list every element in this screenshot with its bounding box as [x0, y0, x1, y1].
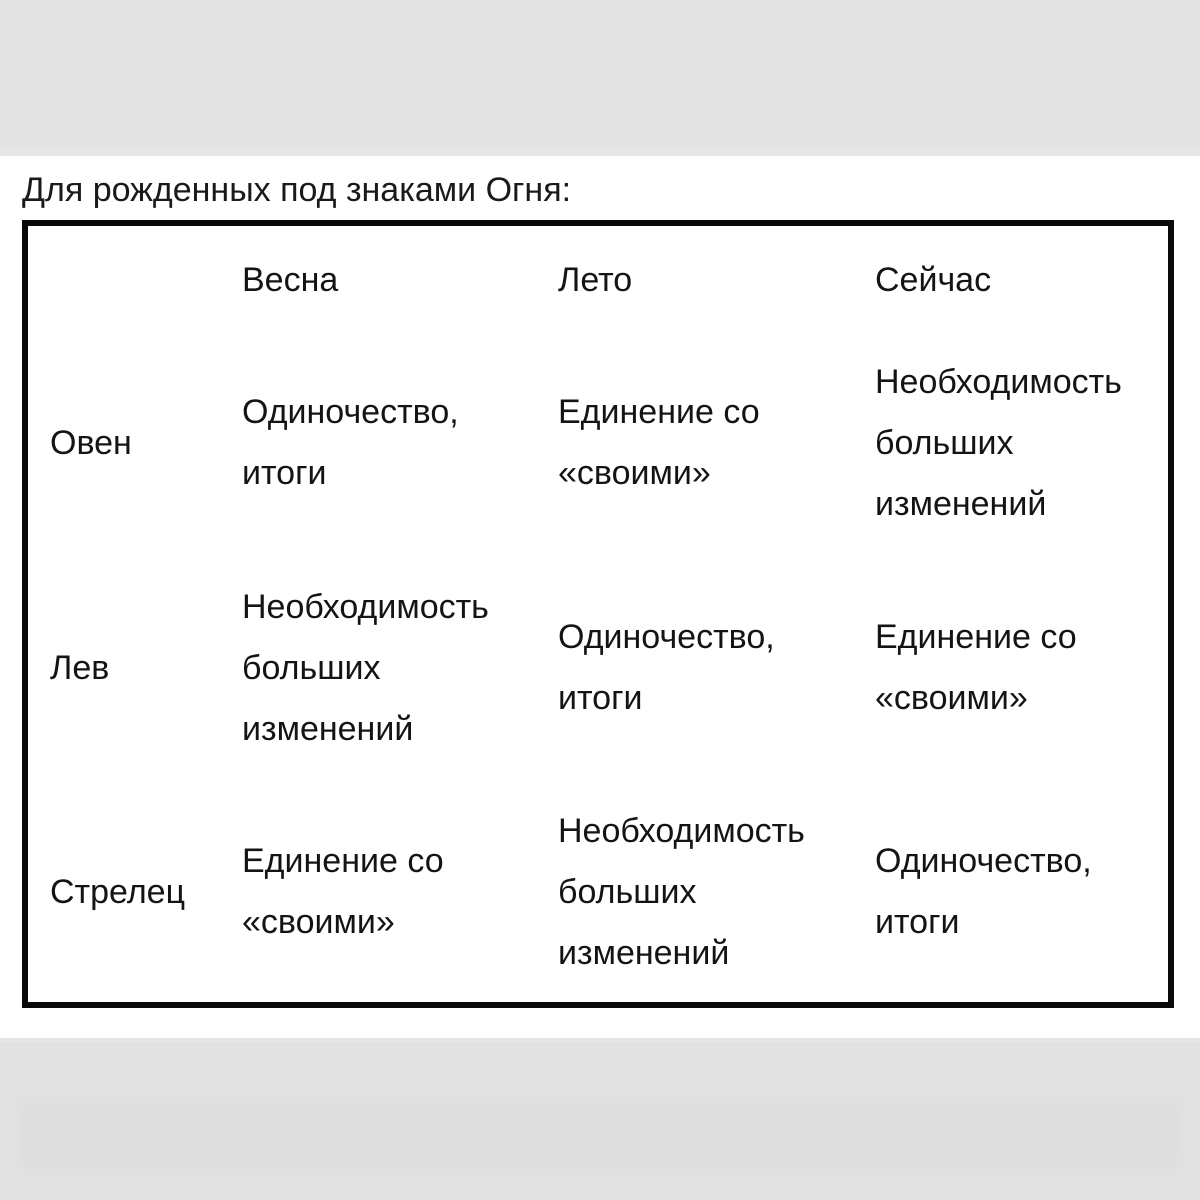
cell-line: Необходимость: [242, 588, 489, 626]
cell-sagittarius-spring: [242, 831, 444, 953]
cell-line: больших: [875, 424, 1014, 462]
cell-line: итоги: [875, 903, 960, 941]
bottom-shade: [20, 1100, 1180, 1170]
page-title: Для рожденных под знаками Огня:: [22, 171, 572, 209]
cell-line: «своими»: [242, 903, 395, 941]
cell-line: Необходимость: [875, 363, 1122, 401]
column-header-spring: Весна: [242, 261, 339, 299]
cell-line: «своими»: [558, 454, 711, 492]
cell-line: Одиночество,: [875, 842, 1092, 880]
cell-line: Единение со: [242, 842, 444, 880]
cell-line: Одиночество,: [242, 393, 459, 431]
cell-aries-summer: [558, 382, 760, 504]
cell-line: «своими»: [875, 679, 1028, 717]
cell-line: Единение со: [558, 393, 760, 431]
cell-line: Необходимость: [558, 812, 805, 850]
cell-line: изменений: [242, 710, 414, 748]
cell-line: изменений: [875, 485, 1047, 523]
cell-line: изменений: [558, 934, 730, 972]
row-label-aries: Овен: [50, 424, 132, 462]
top-margin-band: [0, 0, 1200, 148]
cell-line: итоги: [558, 679, 643, 717]
column-header-summer: Лето: [558, 261, 633, 299]
cell-aries-now: [875, 352, 1122, 535]
cell-line: итоги: [242, 454, 327, 492]
cell-line: больших: [558, 873, 697, 911]
cell-sagittarius-summer: [558, 801, 805, 984]
cell-aries-spring: [242, 382, 459, 504]
cell-leo-summer: [558, 607, 775, 729]
row-label-leo: Лев: [50, 649, 110, 687]
cell-line: Одиночество,: [558, 618, 775, 656]
cell-sagittarius-now: [875, 831, 1092, 953]
cell-line: больших: [242, 649, 381, 687]
cell-leo-now: [875, 607, 1077, 729]
row-label-sagittarius: Стрелец: [50, 873, 186, 911]
cell-leo-spring: [242, 577, 489, 760]
cell-line: Единение со: [875, 618, 1077, 656]
column-header-now: Сейчас: [875, 261, 992, 299]
